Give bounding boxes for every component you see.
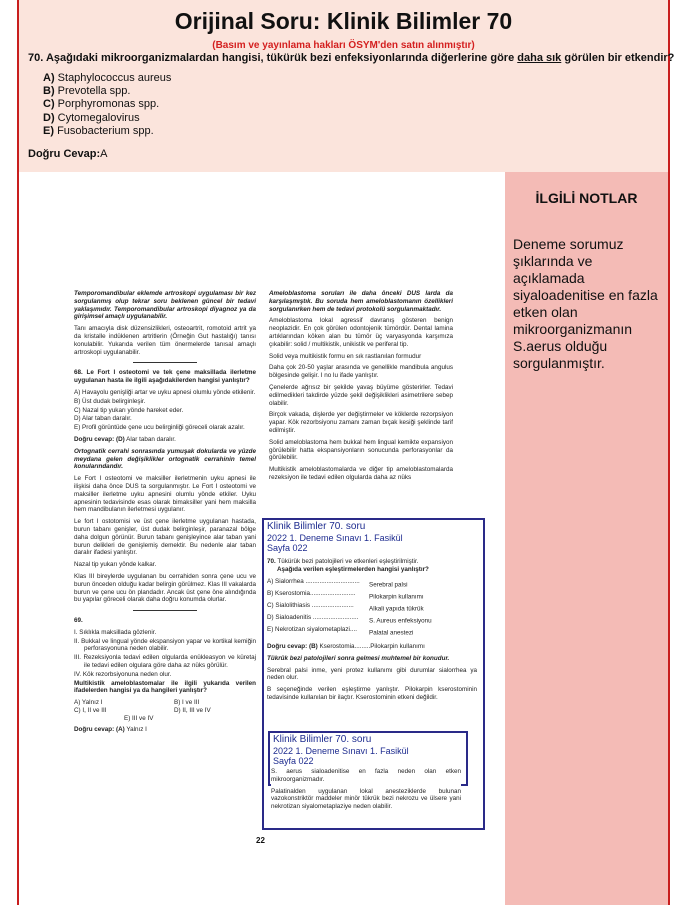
box-paragraph: Serebral palsi inme, yeni protez kullanımı gibi durumlar sialorrhea ya neden olur.: [267, 666, 477, 682]
question-stem: Aşağıdaki mikroorganizmalardan hangisi, tükürük bezi enfeksiyonlarında diğerlerine göre: [45, 52, 515, 64]
q69-item: IV. Kök rezorbsiyonuna neden olur.: [74, 670, 172, 678]
box1-content: [267, 558, 477, 702]
copyright-note: (Basım ve yayınlama hakları ÖSYM'den satın alınmıştır): [212, 40, 475, 51]
right-paragraph: Solid ameloblastoma hem bukkal hem lingual kemikte expansiyon görülebilir hatta ekspansiyonların sonucunda perforasyonlar da görülebilir.: [269, 438, 453, 462]
scanned-page: [19, 172, 505, 905]
q68-option: A) Havayolu genişliği artar ve uyku apnesi olumlu yönde etkilenir.: [74, 388, 256, 396]
q68-option: C) Nazal tip yukarı yönde hareket eder.: [74, 406, 184, 414]
left-paragraph: Le Fort I osteotomi ve maksiller ilerletmenin uyku apnesi ile ilişkisi daha önce DUS ta sorgulanmıştır. Le Fort I osteotomi ve maksiller ilerletme uyku apnesini olumlu yönde etkiler. Uyku apnesinin tedavisinde esas olarak bimaksiller yani hem maksilla hem mandibulanın ilerletmesi uygulanır.: [74, 475, 256, 514]
question-header: [19, 0, 675, 172]
option-e: E) Fusobacterium spp.: [43, 124, 154, 137]
box-bottom-text: [271, 768, 461, 815]
related-notes-panel: [505, 172, 668, 905]
divider: [133, 610, 197, 611]
left-paragraph: Tanı amacıyla disk düzensizlikleri, osteoartrit, romotoid artrit ya da kristalle indüklenen artritlerin (Örneğin Gut hastalığı) tanısı konulabilir. Yukarıda verilen tüm önermelerde tanısal amaçlı artroskopi uygulanabilir.: [74, 325, 256, 356]
notes-heading: İLGİLİ NOTLAR: [535, 190, 638, 206]
page-title: Orijinal Soru: Klinik Bilimler 70: [174, 8, 513, 34]
correct-answer: Doğru Cevap:A: [28, 148, 108, 160]
q70-option: D) Sialoadenitis .......................... S. Aureus enfeksiyonu: [267, 614, 432, 625]
q70-option: B) Kserostomia.......................... Pilokarpin kullanımı: [267, 590, 424, 601]
q70-option: C) Sialolithiasis ........................ Alkali yapıda tükrük: [267, 602, 424, 613]
q70-option: E) Nekrotizan siyalometaplazi.... Palatal anestezi: [267, 626, 414, 637]
q70-options: [267, 578, 477, 638]
right-paragraph: Solid veya multikistik formu en sık rastlanılan formudur: [269, 352, 422, 360]
box-page: Sayfa 022: [267, 543, 308, 553]
box-subtitle: 2022 1. Deneme Sınavı 1. Fasikül: [273, 745, 409, 756]
question-70: 70. Tükürük bezi patolojileri ve etkenleri eşleştirilmiştir.: [267, 557, 419, 565]
right-paragraph: Çenelerde ağrısız bir şekilde yavaş büyüme gösterirler. Tedavi edilmedikleri takdirde yüzde şekil değişiklikleri asimetrilere sebep olabilir.: [269, 383, 453, 407]
right-paragraph: Daha çok 20-50 yaşlar arasında ve genellikle mandibula angulus bölgesinde gelişir. I no lu ifade yanlıştır.: [269, 364, 453, 380]
left-paragraph: Nazal tip yukarı yönde kalkar.: [74, 561, 157, 569]
question-68: 68. Le Fort I osteotomi ve tek çene maksillada ilerletme uygulanan hasta ile ilgili aşağıdakilerden hangisi yanlıştır?: [74, 369, 257, 385]
box-paragraph: Tükrük bezi patolojileri sonra gelmesi muhtemel bir konudur.: [267, 654, 450, 662]
box-subtitle: 2022 1. Deneme Sınavı 1. Fasikül: [267, 532, 403, 543]
option-a: A) Staphylococcus aureus: [43, 72, 172, 84]
q68-option: D) Alar taban daralır.: [74, 415, 132, 423]
option-d: D) Cytomegalovirus: [43, 111, 140, 124]
box-page: Sayfa 022: [273, 756, 314, 766]
q68-option: B) Üst dudak belirginleşir.: [74, 397, 146, 405]
right-column: [269, 290, 453, 486]
question-69: 69.: [74, 617, 83, 625]
question-text: [28, 52, 674, 64]
box-paragraph: Palatinalden uygulanan lokal anesteziklerde bulunan vazokonstriktör maddeler minör tükrük bezi nekrozu ve ülsere yani nekrotizan siyalometaplaziye neden olabilir.: [271, 787, 461, 811]
q70-question: Aşağıda verilen eşleştirmelerden hangisi yanlıştır?: [277, 566, 429, 574]
left-paragraph: Temporomandibular eklemde artroskopi uygulaması bir kez sorgulanmış olup tekrar soru beklenen güncel bir tedavi yaklaşımıdır. Temporomandibular artroskopi diyagnoz ya da girişimsel amaçlı uygulanabilir.: [74, 290, 256, 321]
question-options: [43, 72, 171, 138]
box-title: Klinik Bilimler 70. soru: [273, 734, 372, 745]
left-paragraph: Le fort I ostotomisi ve üst çene ilerletme uygulanan hastada, burun tabanı genişler, üst dudak belirginleşir, paranazal bölge daha dolgun görünür. Burun tabanı genişleyince alar taban yani burun delikleri de genişlemiş demektir. Bu nedenle alar taban daralır ifadesi yanlıştır.: [74, 518, 256, 557]
divider: [133, 362, 197, 363]
q69-answer: Doğru cevap: (A) Yalnız I: [74, 725, 147, 733]
question-stem-end: görülen bir etkendir?: [564, 52, 675, 64]
question-number: 70.: [28, 52, 44, 64]
q69-question: Multikistik ameloblastomalar ile ilgili yukarıda verilen ifadelerden hangisi ya da hangileri yanlıştır?: [74, 679, 256, 695]
right-paragraph: Birçok vakada, dişlerde yer değiştirmeler ve köklerde rezorpsiyon yapar. Kök rezorbsiyonu zamanı zaman bıçak kesiği şeklinde tarif edilmiştir.: [269, 411, 453, 434]
right-paragraph: Ameloblastoma lokal agressif davranış gösteren benign neoplazidir. En çok görülen odontojenik tümördür. Dental lamina artıklarından köken alan bu tümör üç varyasyonda karşımıza çıkabilir: solid / multikistik, unikistik ve periferal tip.: [269, 317, 453, 348]
q68-option: E) Profil görüntüde çene ucu belirginliği göreceli olarak azalır.: [74, 424, 245, 432]
left-paragraph: Ortognatik cerrahi sonrasında yumuşak dokularda ve yüzde meydana gelen değişiklikler ortognatik cerrahinin temel konularındandır.: [74, 447, 256, 471]
page-number: 22: [256, 836, 265, 845]
q69-item: III. Rezeksiyonla tedavi edilen olgularda enükleasyon ve küretaj ile tedavi edilen olgulara göre daha az nüks görülür.: [74, 654, 256, 670]
question-emphasis: daha sık: [517, 52, 562, 64]
box-title: Klinik Bilimler 70. soru: [267, 521, 366, 532]
notes-text: Deneme sorumuz şıklarında ve açıklamada siyaloadenitise en fazla etken olan mikroorganizmanın S.aerus olduğu sorgulanmıştır.: [513, 236, 658, 371]
left-column: [74, 290, 256, 737]
q68-answer: Doğru cevap: (D) Alar taban daralır.: [74, 435, 176, 443]
option-c: C) Porphyromonas spp.: [43, 98, 160, 111]
q69-options: A) Yalnız I B) I ve III C) I, II ve III D) II, III ve IV E) III ve IV: [74, 699, 211, 722]
right-paragraph: Multikistik ameloblastomalarda ve diğer tip ameloblastomalarda rezeksiyon ile tedavi edilen olgularda daha az nüks: [269, 466, 453, 481]
box-paragraph: S. aerus sialoadenitise en fazla neden olan etken mikroorganizmadır.: [271, 768, 461, 783]
box-paragraph: B seçeneğinde verilen eşleştirme yanlıştır. Pilokarpin kserostominin tedavisinde kullanılan bir ilaçtır. Kserostominin etkeni değildir.: [267, 686, 477, 702]
right-paragraph: Ameloblastoma soruları ile daha önceki DUS larda da karşılaşmıştık. Bu soruda hem ameloblastomanın özellikleri sorgulanırken hem de tedavi protokolü sorgulanmaktadır.: [269, 290, 453, 313]
q69-item: I. Sıklıkla maksillada gözlenir.: [74, 628, 157, 636]
option-b: B) Prevotella spp.: [43, 85, 131, 98]
q70-option: A) Sialorrhea ............................... Serebral palsi: [267, 578, 408, 589]
q70-answer: Doğru cevap: (B) Kserostomia.........Pilokarpin kullanımı: [267, 643, 425, 651]
left-paragraph: Klas III bireylerde uygulanan bu cerrahiden sonra çene ucu ve burun önceden olduğu kadar belirgin görülmez. Klas III vakalarda burun ve çene ucu ön plandadır. Ancak üst çene öne alındığında bu yapılar göreceli olarak daha doğru konumda olurlar.: [74, 572, 256, 604]
q69-item: II. Bukkal ve lingual yönde ekspansiyon yapar ve kortikal kemiğin perforasyonuna neden olabilir.: [74, 637, 256, 653]
